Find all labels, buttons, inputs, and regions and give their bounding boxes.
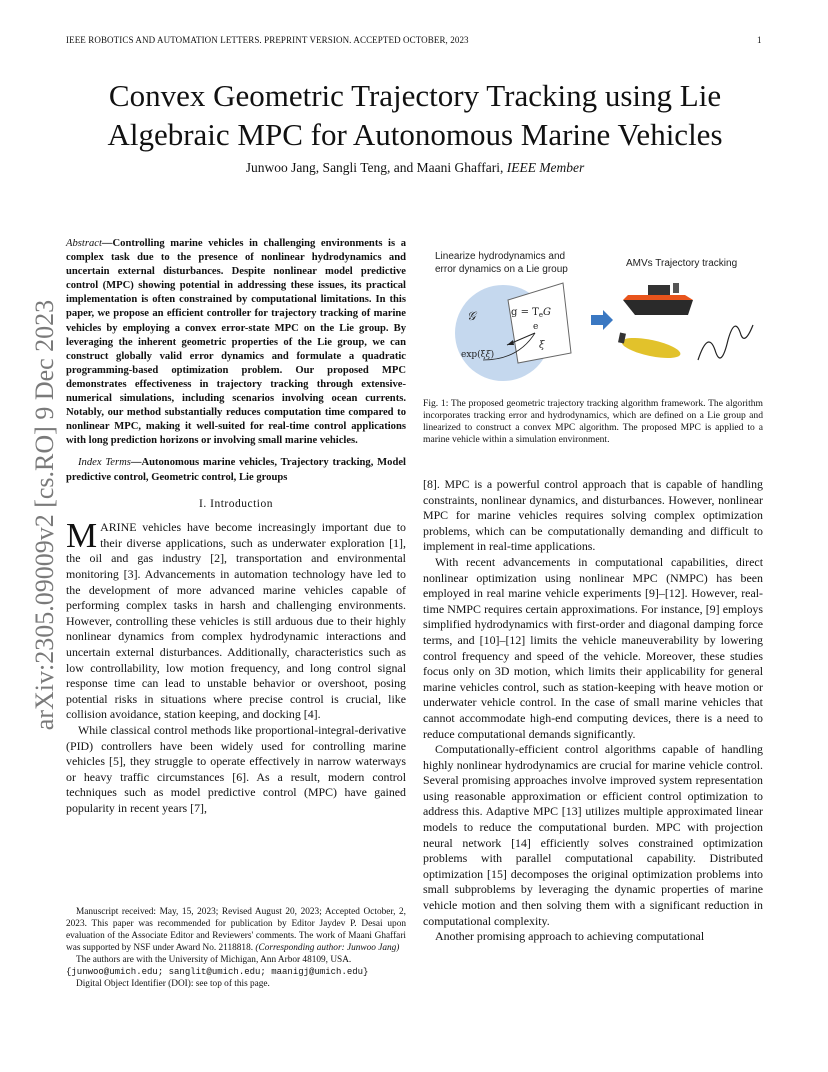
boat-deck-icon — [623, 295, 693, 300]
paper-title — [60, 76, 770, 154]
title-line-2: Algebraic MPC for Autonomous Marine Vehicles — [107, 117, 723, 152]
footnotes — [66, 906, 406, 990]
footnote-doi: Digital Object Identifier (DOI): see top of this page. — [76, 979, 270, 989]
figure-caption: Fig. 1: The proposed geometric trajectory tracking algorithm framework. The algorithm incorporates tracking error and hydrodynamics, which are defined on a Lie group and linearized to construct a convex MPC algorithm. The proposed MPC is applied to a marine vehicle within a simulation environment. — [423, 398, 763, 445]
right-paragraph-1: [8]. MPC is a powerful control approach that is capable of handling constraints, nonlinear dynamics, and disturbances. However, nonlinear MPC for marine vehicles requires solving complex optimization problems, which can be computationally demanding and difficult to implement in real-time applications. — [423, 477, 763, 554]
tangent-eq: $g = T_eG$ — [511, 307, 551, 319]
footnote-corresponding: (Corresponding author: Junwoo Jang) — [255, 943, 400, 953]
author-names: Junwoo Jang, Sangli Teng, and Maani Ghaffari, — [245, 160, 504, 175]
right-paragraph-2: With recent advancements in computational capabilities, direct nonlinear optimization using nonlinear MPC (NMPC) has been employed in real marine vehicle experiments [9]–[12]. However, real-time NMPC requires certain approximations. For instance, [9] employs simplified hydrodynamics with first-order and diagonal damping force terms, and [10]–[12] limits the vehicle maneuverability by lowering control frequency and speed of the vehicle. Moreover, these studies focus only on 3D motion, which limits their applicability for general marine vehicles control, such as station-keeping with heave motion or underwater vehicle control. In the case of small marine vehicles that cannot accommodate high-end computing devices, there is a need to reduce computational demands significantly. — [423, 554, 763, 741]
author-membership: IEEE Member — [506, 160, 585, 175]
index-terms-text: —Autonomous marine vehicles, Trajectory tracking, Model predictive control, Geometric control, Lie groups — [66, 457, 406, 483]
fig-label-line-2: error dynamics on a Lie group — [435, 264, 568, 275]
index-terms-label: Index Terms — [78, 457, 131, 469]
group-symbol: 𝒢 — [467, 309, 476, 323]
xi-label: ξ — [539, 340, 545, 351]
boat-engine-icon — [673, 283, 679, 293]
arxiv-stamp: arXiv:2305.09009v2 [cs.RO] 9 Dec 2023 — [30, 299, 59, 731]
fig-label-line-1: Linearize hydrodynamics and — [435, 251, 566, 262]
footnote-emails: {junwoo@umich.edu; sanglit@umich.edu; maanigj@umich.edu} — [66, 967, 369, 977]
intro-paragraph-1 — [66, 516, 406, 723]
title-line-1: Convex Geometric Trajectory Tracking using Lie — [108, 78, 722, 113]
figure-1 — [423, 245, 763, 385]
abstract — [66, 237, 406, 448]
left-column — [66, 237, 406, 816]
arrow-right-icon — [591, 310, 613, 330]
page-number: 1 — [757, 35, 762, 45]
running-header: IEEE ROBOTICS AND AUTOMATION LETTERS. PREPRINT VERSION. ACCEPTED OCTOBER, 2023 — [66, 35, 469, 45]
boat-hull-icon — [623, 300, 693, 315]
intro-paragraph-2: While classical control methods like proportional-integral-derivative (PID) controllers have been widely used for controlling marine vehicles [5], they struggle to operate effectively in narrow waterways or heavy traffic circumstances [6]. As a result, modern control techniques such as model predictive control (MPC) have gained popularity in recent years [7], — [66, 722, 406, 815]
right-column — [423, 477, 763, 945]
footnote-manuscript: Manuscript received: May, 15, 2023; Revised August 20, 2023; Accepted October, 2, 2023. This paper was recommended for publication by Editor Jaydev P. Desai upon evaluation of the Associate Editor and Reviewers' comments. The work of Maani Ghaffari was supported by NSF under Award No. 2118818. (Corresponding author: Junwoo Jang) — [66, 907, 406, 953]
abstract-text: —Controlling marine vehicles in challenging environments is a complex task due to the presence of nonlinear hydrodynamics and uncertain external disturbances. Despite nonlinear model predictive control (MPC) showing potential in addressing these issues, its practical implementation is often constrained by computational limitations. In this paper, we propose an efficient controller for trajectory tracking of marine vehicles by employing a convex error-state MPC on the Lie group. By leveraging the inherent geometric properties of the Lie group, we can construct globally valid error dynamics and formulate a quadratic programming-based optimization problem. Our proposed MPC demonstrates effectiveness in trajectory tracking through extensive-numerical simulations, including scenarios involving ocean currents. Notably, our method substantially reduces computation time compared to nonlinear MPC, making it well-suited for real-time control applications with long prediction horizons or involving small marine vehicles. — [66, 238, 406, 447]
section-heading: I. Introduction — [199, 497, 273, 510]
index-terms — [66, 456, 406, 484]
right-paragraph-3: Computationally-efficient control algorithms capable of handling highly nonlinear hydrodynamics are crucial for marine vehicle control. Several promising approaches involve improved system representation using reasonable approximation or efficient control optimization to address this. Adaptive MPC [13] utilizes multiple approximated linear models to reduce the computational burden. MPC with projection neural network [14] efficiently solves constrained optimization problems with parallel computational capability. Distributed optimization [15] decomposes the original optimization problems into small subproblems by leveraging the dynamic properties of marine vehicle motion and then solving them with a significant reduction in computational complexity. — [423, 742, 763, 928]
right-paragraph-4: Another promising approach to achieving computational — [435, 929, 705, 944]
underwater-vehicle-icon — [620, 334, 682, 362]
trajectory-path — [698, 325, 753, 360]
fig-label-right: AMVs Trajectory tracking — [626, 258, 738, 269]
e-label: e — [533, 322, 539, 332]
boat-cabin-icon — [648, 285, 670, 295]
author-list — [60, 160, 770, 176]
footnote-affiliation: The authors are with the University of Michigan, Ann Arbor 48109, USA. — [76, 955, 352, 965]
drop-cap: M — [66, 516, 98, 556]
intro-paragraph-1-text: ARINE vehicles have become increasingly important due to their diverse applications, such as underwater exploration [1], the oil and gas industry [2], transportation and environmental monitoring [3]. Advancements in automation technology have led to the development of more advanced marine vehicles capable of performing complex tasks in harsh and challenging environments. However, controlling these vehicles is still arduous due to their highly nonlinear dynamics from complex hydrodynamic interactions and uncertain external disturbances. Additionally, characteristics such as low controllability, low motion frequency, and long control signal response time can lead to unstable behavior or overshoot, posing potential risks in situations where precise control is crucial, like collision avoidance, station keeping, and docking [4]. — [66, 520, 406, 722]
framework-diagram — [423, 245, 763, 385]
exp-label: exp(ξξ) — [461, 350, 495, 360]
abstract-label: Abstract — [66, 238, 102, 249]
